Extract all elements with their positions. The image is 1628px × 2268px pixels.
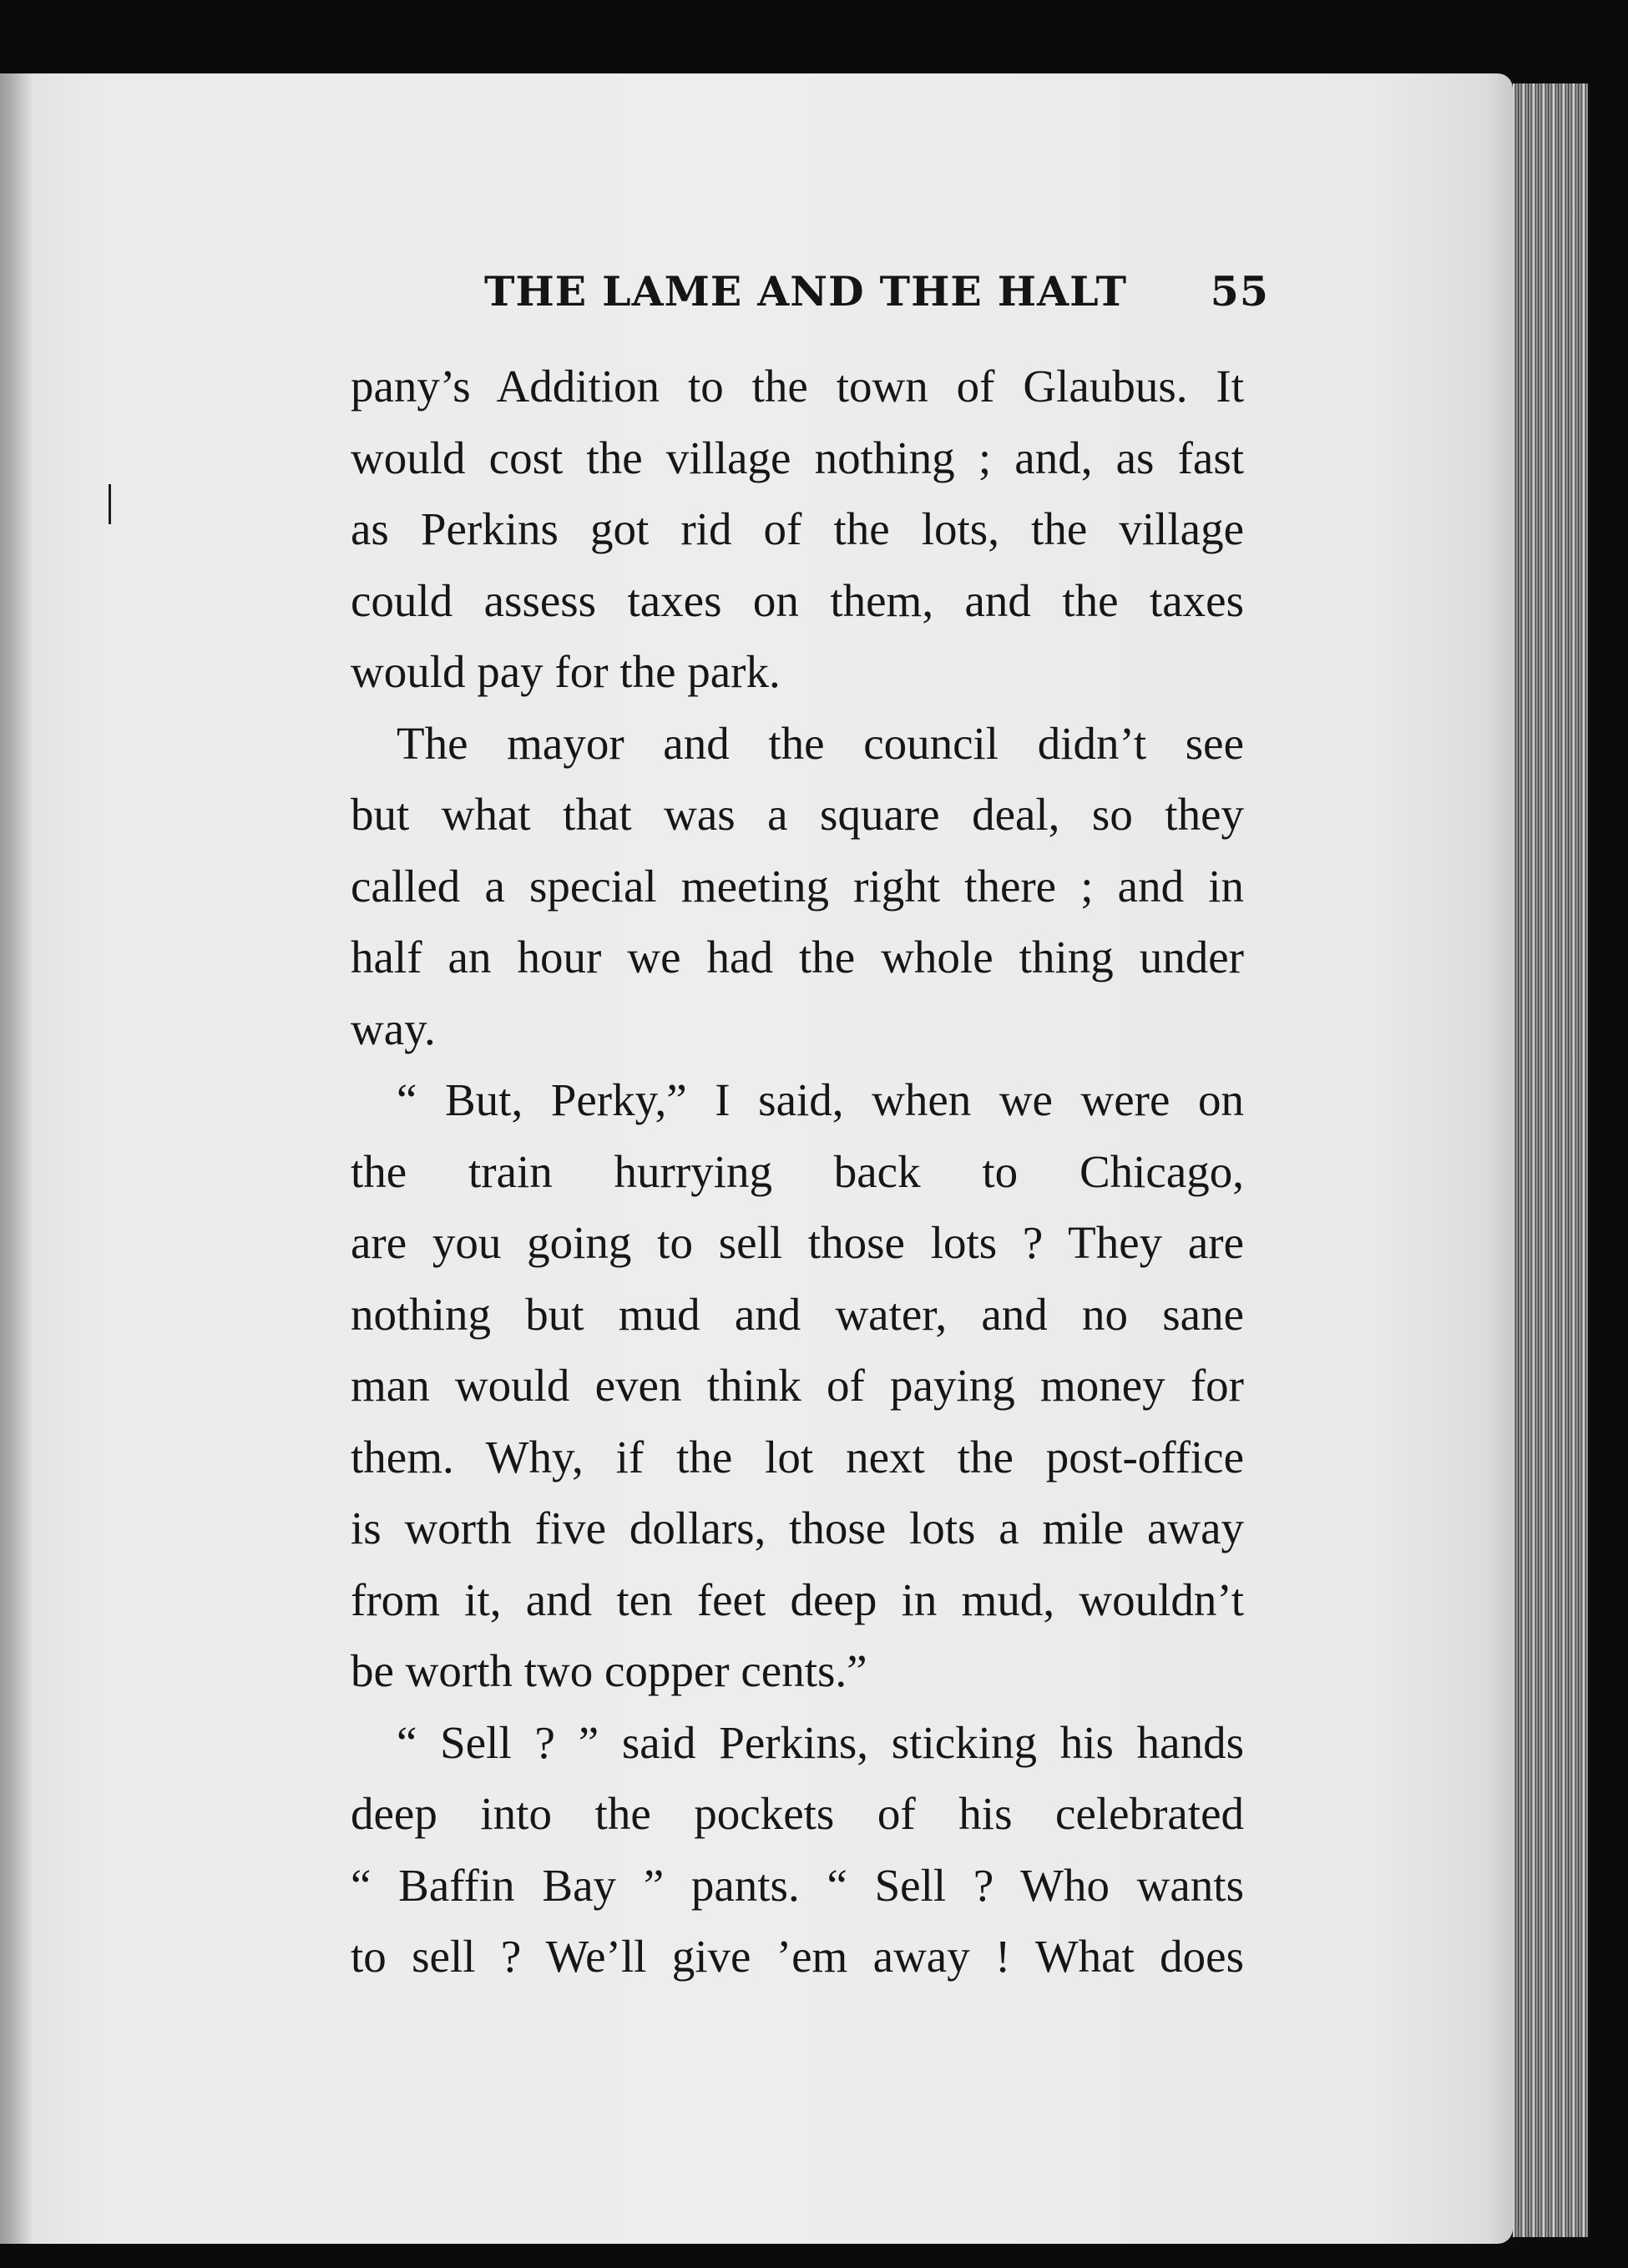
text-line: man would even think of paying money for: [351, 1360, 1244, 1411]
text-line: called a special meeting right there ; and in: [351, 860, 1244, 912]
text-line: be worth two copper cents.”: [351, 1645, 867, 1696]
text-line: to sell ? We’ll give ’em away ! What does: [351, 1931, 1244, 1982]
text-line: way.: [351, 1003, 436, 1054]
text-line: is worth five dollars, those lots a mile away: [351, 1503, 1244, 1553]
running-head-title: THE LAME AND THE HALT: [484, 267, 1128, 316]
text-line: nothing but mud and water, and no sane: [351, 1288, 1244, 1340]
gutter-mark: [109, 484, 111, 524]
text-line: are you going to sell those lots ? They are: [351, 1217, 1244, 1268]
page-edges: [1513, 83, 1588, 2237]
text-line: “ Baffin Bay ” pants. “ Sell ? Who wants: [351, 1859, 1244, 1911]
text-line: from it, and ten feet deep in mud, wouldn’t: [351, 1573, 1244, 1625]
text-line: could assess taxes on them, and the taxes: [351, 574, 1244, 626]
text-line: as Perkins got rid of the lots, the village: [351, 503, 1244, 554]
page-number: 55: [1210, 267, 1269, 316]
text-line: The mayor and the council didn’t see: [397, 717, 1244, 769]
text-line: would pay for the park.: [351, 646, 781, 697]
text-line: them. Why, if the lot next the post-office: [351, 1431, 1244, 1483]
text-line: the train hurrying back to Chicago,: [351, 1145, 1244, 1197]
text-line: pany’s Addition to the town of Glaubus. It: [351, 361, 1244, 412]
text-line: would cost the village nothing ; and, as fast: [351, 432, 1244, 483]
body-text: [351, 351, 1244, 1993]
running-head: [484, 267, 1269, 326]
text-line: “ Sell ? ” said Perkins, sticking his hands: [397, 1716, 1244, 1768]
text-line: but what that was a square deal, so they: [351, 789, 1244, 840]
page-gutter-shadow: [0, 73, 33, 2244]
text-line: half an hour we had the whole thing under: [351, 932, 1244, 982]
text-line: “ But, Perky,” I said, when we were on: [397, 1074, 1244, 1125]
text-line: deep into the pockets of his celebrated: [351, 1788, 1244, 1839]
